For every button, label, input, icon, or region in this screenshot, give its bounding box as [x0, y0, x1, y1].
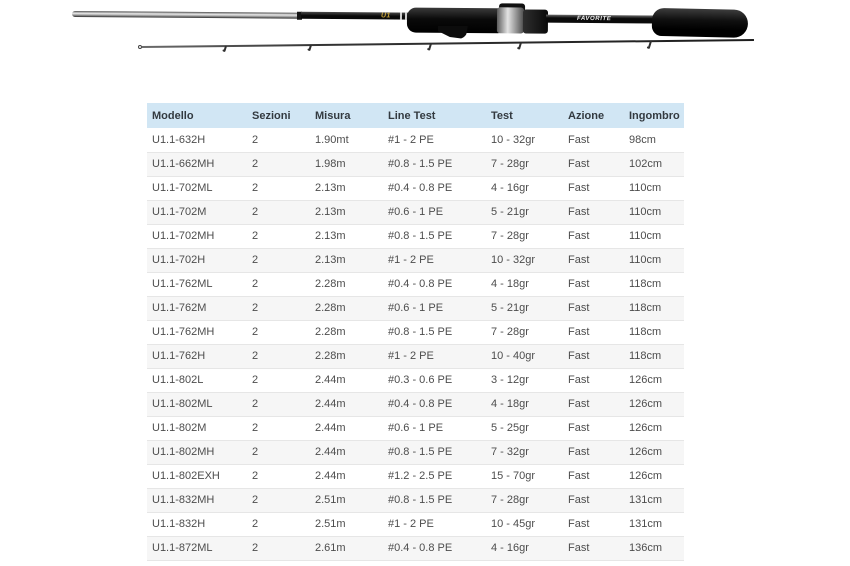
- table-cell: 7 - 28gr: [486, 152, 563, 176]
- table-cell: Fast: [563, 536, 624, 560]
- table-cell: 2.28m: [310, 272, 383, 296]
- table-cell: 2.44m: [310, 464, 383, 488]
- table-cell: U1.1-702MH: [147, 224, 247, 248]
- table-cell: U1.1-802M: [147, 416, 247, 440]
- table-cell: 1.98m: [310, 152, 383, 176]
- table-cell: 7 - 32gr: [486, 440, 563, 464]
- table-cell: Fast: [563, 224, 624, 248]
- table-row: [147, 128, 684, 152]
- table-cell: #0.4 - 0.8 PE: [383, 392, 486, 416]
- table-header-row: [147, 103, 684, 128]
- table-row: [147, 488, 684, 512]
- table-cell: 118cm: [624, 344, 684, 368]
- table-cell: 2: [247, 152, 310, 176]
- table-cell: Fast: [563, 272, 624, 296]
- rod-guide: [648, 41, 652, 48]
- table-cell: 7 - 28gr: [486, 224, 563, 248]
- table-cell: Fast: [563, 152, 624, 176]
- table-cell: 10 - 45gr: [486, 512, 563, 536]
- table-cell: 2: [247, 536, 310, 560]
- table-cell: Fast: [563, 464, 624, 488]
- table-cell: 2: [247, 344, 310, 368]
- table-row: [147, 320, 684, 344]
- table-cell: 10 - 32gr: [486, 128, 563, 152]
- table-cell: U1.1-802MH: [147, 440, 247, 464]
- rod-guide: [309, 45, 312, 50]
- table-cell: U1.1-702ML: [147, 176, 247, 200]
- table-cell: #0.8 - 1.5 PE: [383, 152, 486, 176]
- table-cell: 2: [247, 464, 310, 488]
- table-cell: Fast: [563, 176, 624, 200]
- table-cell: U1.1-802L: [147, 368, 247, 392]
- table-cell: 10 - 40gr: [486, 344, 563, 368]
- table-row: [147, 464, 684, 488]
- rod-blank-black: [301, 12, 411, 20]
- rod-trim-band: [400, 13, 402, 20]
- rod-guide: [518, 42, 521, 48]
- table-cell: 4 - 18gr: [486, 272, 563, 296]
- table-cell: 126cm: [624, 464, 684, 488]
- table-cell: 2: [247, 272, 310, 296]
- table-cell: #0.6 - 1 PE: [383, 200, 486, 224]
- table-cell: 2.28m: [310, 320, 383, 344]
- table-cell: Fast: [563, 344, 624, 368]
- table-cell: 2: [247, 392, 310, 416]
- table-cell: 102cm: [624, 152, 684, 176]
- column-header: Sezioni: [247, 103, 310, 128]
- table-cell: 110cm: [624, 224, 684, 248]
- table-cell: U1.1-762M: [147, 296, 247, 320]
- table-cell: 2.13m: [310, 224, 383, 248]
- table-cell: 2.44m: [310, 416, 383, 440]
- table-cell: 98cm: [624, 128, 684, 152]
- table-cell: 2.13m: [310, 176, 383, 200]
- rod-guide: [224, 46, 227, 51]
- table-cell: 118cm: [624, 320, 684, 344]
- table-cell: 5 - 21gr: [486, 200, 563, 224]
- spec-table: [147, 103, 684, 561]
- rod-blank-silver: [72, 11, 300, 19]
- table-cell: 2: [247, 512, 310, 536]
- table-cell: #0.8 - 1.5 PE: [383, 440, 486, 464]
- column-header: Misura: [310, 103, 383, 128]
- table-cell: 2: [247, 176, 310, 200]
- table-cell: 2.28m: [310, 344, 383, 368]
- table-cell: 7 - 28gr: [486, 488, 563, 512]
- table-cell: 1.90mt: [310, 128, 383, 152]
- table-cell: U1.1-702M: [147, 200, 247, 224]
- table-cell: 110cm: [624, 176, 684, 200]
- table-cell: #1 - 2 PE: [383, 512, 486, 536]
- table-cell: #1 - 2 PE: [383, 344, 486, 368]
- brand-logo: FAVORITE: [576, 15, 612, 23]
- table-cell: 2: [247, 488, 310, 512]
- reel-seat-collar: [497, 7, 524, 33]
- table-row: [147, 224, 684, 248]
- table-cell: #0.8 - 1.5 PE: [383, 224, 486, 248]
- table-cell: Fast: [563, 200, 624, 224]
- table-cell: U1.1-702H: [147, 248, 247, 272]
- table-cell: Fast: [563, 296, 624, 320]
- table-cell: 2: [247, 224, 310, 248]
- table-cell: 4 - 18gr: [486, 392, 563, 416]
- table-cell: 2: [247, 320, 310, 344]
- rod-model-label: U1: [380, 12, 391, 20]
- table-row: [147, 176, 684, 200]
- table-cell: U1.1-832H: [147, 512, 247, 536]
- table-cell: 2.44m: [310, 440, 383, 464]
- table-cell: #0.8 - 1.5 PE: [383, 488, 486, 512]
- table-cell: 4 - 16gr: [486, 536, 563, 560]
- table-cell: 126cm: [624, 392, 684, 416]
- table-cell: Fast: [563, 248, 624, 272]
- rod-rear-grip: [652, 8, 749, 38]
- table-cell: Fast: [563, 440, 624, 464]
- table-cell: U1.1-762MH: [147, 320, 247, 344]
- reel-seat-ring: [523, 9, 548, 33]
- table-cell: U1.1-762ML: [147, 272, 247, 296]
- table-cell: 136cm: [624, 536, 684, 560]
- table-row: [147, 344, 684, 368]
- table-cell: 2.44m: [310, 392, 383, 416]
- rod-guide: [428, 43, 431, 49]
- table-cell: 4 - 16gr: [486, 176, 563, 200]
- table-cell: 2.51m: [310, 488, 383, 512]
- table-cell: 5 - 21gr: [486, 296, 563, 320]
- table-cell: Fast: [563, 416, 624, 440]
- table-row: [147, 200, 684, 224]
- table-cell: 2: [247, 368, 310, 392]
- table-cell: #0.4 - 0.8 PE: [383, 536, 486, 560]
- table-cell: #0.6 - 1 PE: [383, 296, 486, 320]
- table-cell: Fast: [563, 512, 624, 536]
- table-cell: 2: [247, 440, 310, 464]
- table-body: [147, 128, 684, 560]
- table-cell: Fast: [563, 368, 624, 392]
- table-cell: Fast: [563, 128, 624, 152]
- table-row: [147, 296, 684, 320]
- table-cell: U1.1-802ML: [147, 392, 247, 416]
- table-cell: 2.28m: [310, 296, 383, 320]
- table-cell: 2.44m: [310, 368, 383, 392]
- table-row: [147, 272, 684, 296]
- table-cell: 110cm: [624, 248, 684, 272]
- table-row: [147, 512, 684, 536]
- table-cell: #1 - 2 PE: [383, 248, 486, 272]
- table-cell: 2.13m: [310, 248, 383, 272]
- table-cell: U1.1-632H: [147, 128, 247, 152]
- table-cell: 126cm: [624, 440, 684, 464]
- table-row: [147, 248, 684, 272]
- table-row: [147, 416, 684, 440]
- table-cell: U1.1-872ML: [147, 536, 247, 560]
- product-photo: [0, 0, 850, 78]
- column-header: Line Test: [383, 103, 486, 128]
- table-row: [147, 440, 684, 464]
- table-cell: 110cm: [624, 200, 684, 224]
- table-cell: 2.61m: [310, 536, 383, 560]
- table-cell: U1.1-832MH: [147, 488, 247, 512]
- table-cell: #0.4 - 0.8 PE: [383, 272, 486, 296]
- table-cell: Fast: [563, 320, 624, 344]
- table-cell: Fast: [563, 488, 624, 512]
- table-cell: 2: [247, 416, 310, 440]
- table-cell: #1.2 - 2.5 PE: [383, 464, 486, 488]
- table-cell: 126cm: [624, 416, 684, 440]
- table-cell: 3 - 12gr: [486, 368, 563, 392]
- table-cell: Fast: [563, 392, 624, 416]
- table-cell: 7 - 28gr: [486, 320, 563, 344]
- table-cell: #0.8 - 1.5 PE: [383, 320, 486, 344]
- table-row: [147, 152, 684, 176]
- table-cell: 2: [247, 200, 310, 224]
- table-cell: 2.13m: [310, 200, 383, 224]
- table-cell: 15 - 70gr: [486, 464, 563, 488]
- table-row: [147, 392, 684, 416]
- table-cell: 131cm: [624, 488, 684, 512]
- table-cell: 2: [247, 296, 310, 320]
- table-cell: 131cm: [624, 512, 684, 536]
- table-cell: U1.1-762H: [147, 344, 247, 368]
- column-header: Test: [486, 103, 563, 128]
- column-header: Modello: [147, 103, 247, 128]
- column-header: Ingombro: [624, 103, 684, 128]
- table-cell: 126cm: [624, 368, 684, 392]
- column-header: Azione: [563, 103, 624, 128]
- table-row: [147, 536, 684, 560]
- table-cell: 118cm: [624, 296, 684, 320]
- table-cell: 2: [247, 248, 310, 272]
- table-cell: 2.51m: [310, 512, 383, 536]
- table-cell: #1 - 2 PE: [383, 128, 486, 152]
- table-cell: U1.1-802EXH: [147, 464, 247, 488]
- reel-seat-hood: [438, 26, 468, 39]
- table-cell: 5 - 25gr: [486, 416, 563, 440]
- table-cell: U1.1-662MH: [147, 152, 247, 176]
- table-cell: #0.3 - 0.6 PE: [383, 368, 486, 392]
- table-cell: #0.4 - 0.8 PE: [383, 176, 486, 200]
- table-row: [147, 368, 684, 392]
- table-cell: 118cm: [624, 272, 684, 296]
- table-cell: 10 - 32gr: [486, 248, 563, 272]
- table-cell: 2: [247, 128, 310, 152]
- table-cell: #0.6 - 1 PE: [383, 416, 486, 440]
